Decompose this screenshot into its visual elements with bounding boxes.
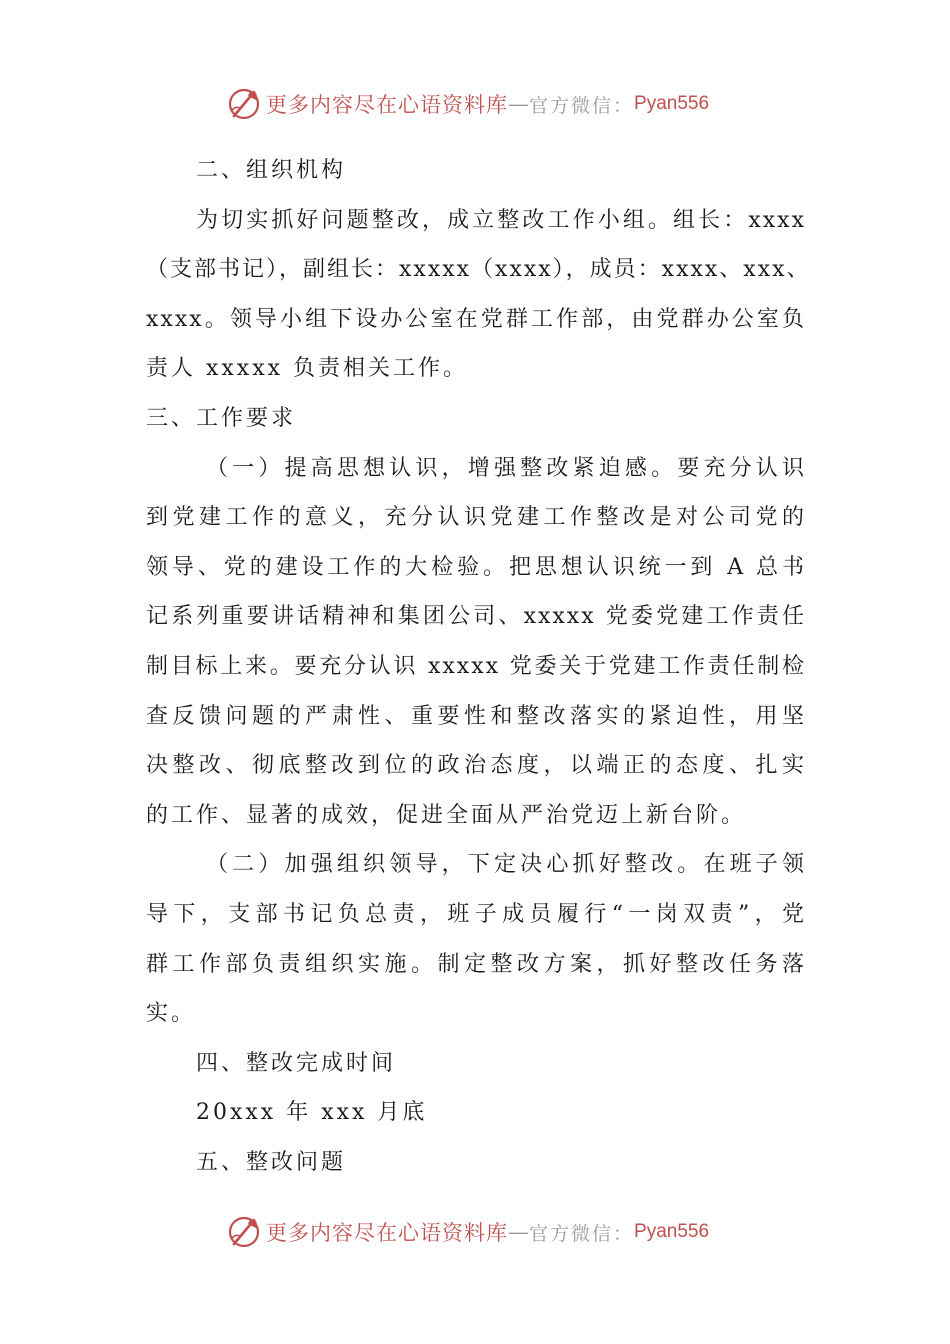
watermark-separator: —: [508, 1220, 529, 1244]
watermark-label: 官方微信：: [529, 94, 635, 117]
watermark-footer: [226, 1212, 746, 1252]
quill-pen-logo-icon: [226, 86, 262, 122]
paragraph-line: 的工作、显著的成效，促进全面从严治党迈上新台阶。: [146, 802, 747, 828]
paragraph-line: xxxx。领导小组下设办公室在党群工作部，由党群办公室负: [146, 306, 806, 332]
paragraph-line: 记系列重要讲话精神和集团公司、xxxxx 党委党建工作责任: [146, 604, 806, 630]
paragraph-line: 制目标上来。要充分认识 xxxxx 党委关于党建工作责任制检: [146, 653, 806, 679]
paragraph-line: 领导、党的建设工作的大检验。把思想认识统一到 A 总书: [146, 554, 806, 580]
watermark-label: 官方微信：: [529, 1222, 635, 1245]
paragraph-line: 为切实抓好问题整改，成立整改工作小组。组长：xxxx: [196, 207, 806, 233]
paragraph-line: 到党建工作的意义，充分认识党建工作整改是对公司党的: [146, 505, 806, 531]
paragraph-line: 责人 xxxxx 负责相关工作。: [146, 356, 469, 382]
watermark-separator: —: [508, 92, 529, 116]
quill-pen-logo-icon: [226, 1214, 262, 1250]
watermark-header: [226, 84, 746, 124]
paragraph-line: 群工作部负责组织实施。制定整改方案，抓好整改任务落: [146, 951, 806, 977]
heading-rectification-issues: 五、整改问题: [196, 1149, 347, 1175]
paragraph-line: （一）提高思想认识，增强整改紧迫感。要充分认识: [206, 455, 806, 481]
heading-completion-time: 四、整改完成时间: [196, 1050, 397, 1076]
paragraph-line: 查反馈问题的严肃性、重要性和整改落实的紧迫性，用坚: [146, 703, 806, 729]
watermark-wechat-id: Pyan556: [634, 93, 710, 114]
watermark-wechat-id: Pyan556: [634, 1221, 710, 1242]
paragraph-line: （二）加强组织领导，下定决心抓好整改。在班子领: [206, 852, 806, 878]
paragraph-line: 决整改、彻底整改到位的政治态度，以端正的态度、扎实: [146, 753, 806, 779]
heading-organization: 二、组织机构: [196, 158, 347, 183]
completion-date: 20xxx 年 xxx 月底: [196, 1100, 428, 1126]
watermark-main-text: 更多内容尽在心语资料库: [266, 1221, 508, 1245]
watermark-main-text: 更多内容尽在心语资料库: [266, 93, 508, 117]
document-body: [146, 146, 811, 1187]
paragraph-line: 导下，支部书记负总责，班子成员履行“一岗双责”，党: [146, 901, 806, 927]
heading-work-requirements: 三、工作要求: [146, 405, 297, 431]
paragraph-line: 实。: [146, 1001, 197, 1027]
paragraph-line: （支部书记），副组长：xxxxx（xxxx），成员：xxxx、xxx、: [146, 257, 811, 283]
